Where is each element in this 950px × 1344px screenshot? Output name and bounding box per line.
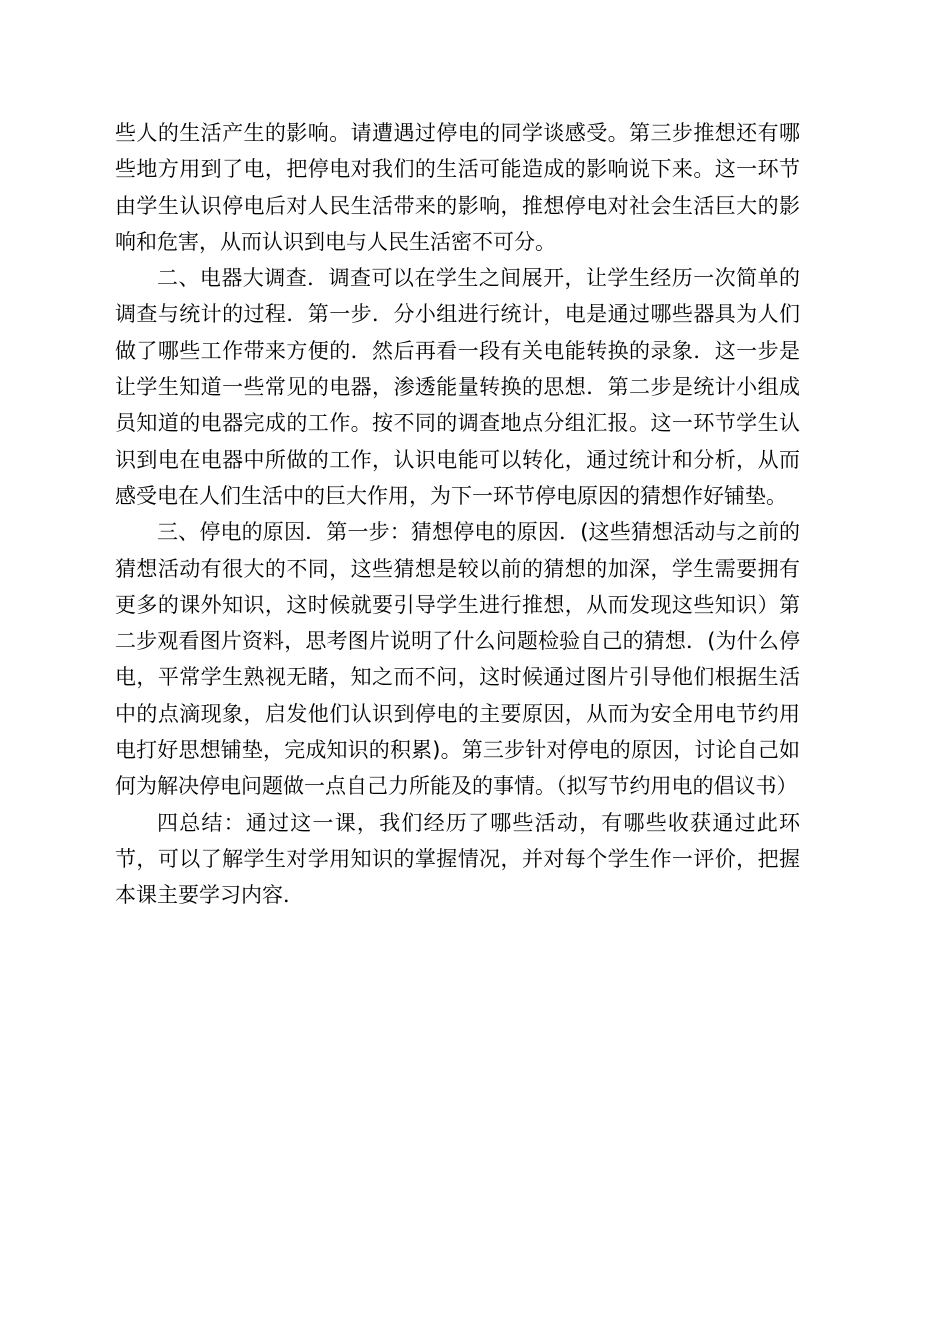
paragraph-summary: 四总结：通过这一课，我们经历了哪些活动，有哪些收获通过此环节，可以了解学生对学用知识的掌握情况，并对每个学生作一评价，把握本课主要学习内容． bbox=[115, 810, 800, 908]
paragraph-outage-causes: 三、停电的原因．第一步：猜想停电的原因．(这些猜想活动与之前的猜想活动有很大的不同，这些猜想是较以前的猜想的加深，学生需要拥有更多的课外知识，这时候就要引导学生进行推想，从而发现这些知识）第二步观看图片资料，思考图片说明了什么问题检验自己的猜想．(为什么停电，平常学生熟视无睹，知之而不问，这时候通过图片引导他们根据生活中的点滴现象，启发他们认识到停电的主要原因，从而为安全用电节约用电打好思想铺垫，完成知识的积累)。第三步针对停电的原因，讨论自己如何为解决停电问题做一点自己力所能及的事情。（拟写节约用电的倡议书） bbox=[115, 520, 800, 799]
paragraph-continued: 些人的生活产生的影响。请遭遇过停电的同学谈感受。第三步推想还有哪些地方用到了电，把停电对我们的生活可能造成的影响说下来。这一环节由学生认识停电后对人民生活带来的影响，推想停电对社会生活巨大的影响和危害，从而认识到电与人民生活密不可分。 bbox=[115, 121, 800, 254]
document-body bbox=[115, 115, 800, 914]
paragraph-appliance-survey: 二、电器大调查．调查可以在学生之间展开，让学生经历一次简单的调查与统计的过程．第一步．分小组进行统计，电是通过哪些器具为人们做了哪些工作带来方便的．然后再看一段有关电能转换的录象．这一步是让学生知道一些常见的电器，渗透能量转换的思想．第二步是统计小组成员知道的电器完成的工作。按不同的调查地点分组汇报。这一环节学生认识到电在电器中所做的工作，认识电能可以转化，通过统计和分析，从而感受电在人们生活中的巨大作用，为下一环节停电原因的猜想作好铺垫。 bbox=[115, 266, 800, 508]
